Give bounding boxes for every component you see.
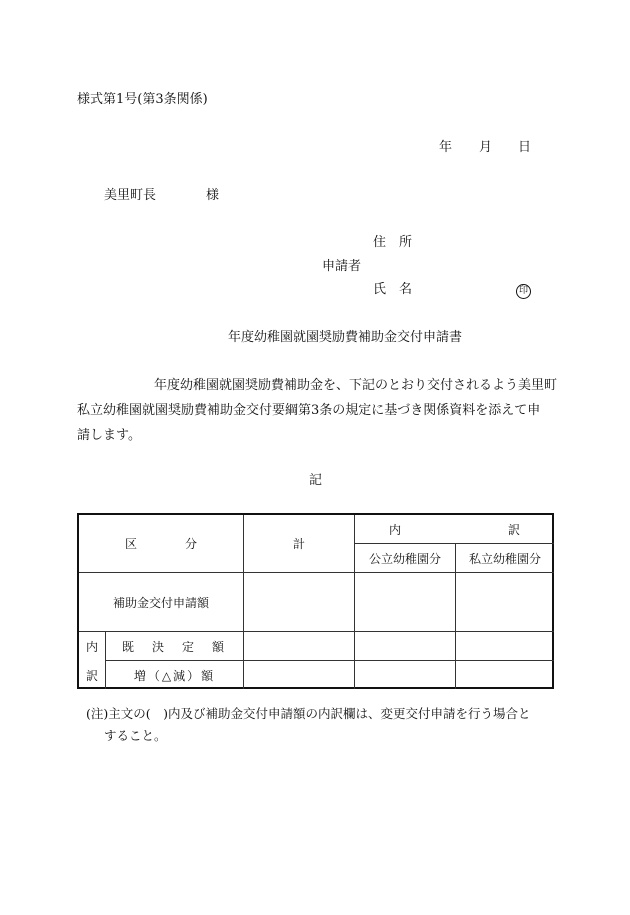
body-line-1: 年度幼稚園就園奨励費補助金を、下記のとおり交付されるよう美里町: [154, 378, 558, 393]
date-day: 日: [518, 140, 532, 155]
row-side-label-2: 訳: [85, 668, 98, 683]
name-label: 氏 名: [373, 282, 413, 297]
address-label: 住 所: [373, 235, 413, 250]
header-private: 私立幼稚園分: [468, 551, 541, 566]
header-breakdown-1: 内: [388, 522, 401, 537]
application-table: [77, 513, 554, 689]
row-change: 増（△減）額: [133, 668, 216, 683]
header-total: 計: [292, 537, 305, 551]
row-decided: 既 決 定 額: [121, 639, 227, 654]
document-title: 年度幼稚園就園奨励費補助金交付申請書: [228, 330, 463, 345]
addressee-name: 美里町長: [104, 188, 157, 203]
addressee-honorific: 様: [206, 188, 220, 203]
date-month: 月: [479, 140, 493, 155]
date-year: 年: [439, 140, 453, 155]
note-line-1: (注)主文の( )内及び補助金交付申請額の内訳欄は、変更交付申請を行う場合と: [86, 706, 531, 721]
date-line: [439, 136, 532, 155]
row-side-label-1: 内: [85, 639, 98, 654]
header-public: 公立幼稚園分: [368, 551, 441, 566]
row-application-amount: 補助金交付申請額: [112, 595, 209, 610]
seal-mark: 印: [516, 284, 531, 299]
seal-icon: [516, 278, 531, 299]
body-line-2: 私立幼稚園就園奨励費補助金交付要綱第3条の規定に基づき関係資料を添えて申: [77, 403, 541, 418]
body-line-3: 請します。: [77, 428, 141, 443]
header-category: 区 分: [124, 537, 197, 551]
ki-heading: 記: [309, 473, 323, 488]
note-line-2: すること。: [104, 728, 167, 743]
header-breakdown-2: 訳: [507, 522, 520, 537]
form-number: 様式第1号(第3条関係): [77, 92, 208, 107]
applicant-label: 申請者: [322, 259, 362, 274]
